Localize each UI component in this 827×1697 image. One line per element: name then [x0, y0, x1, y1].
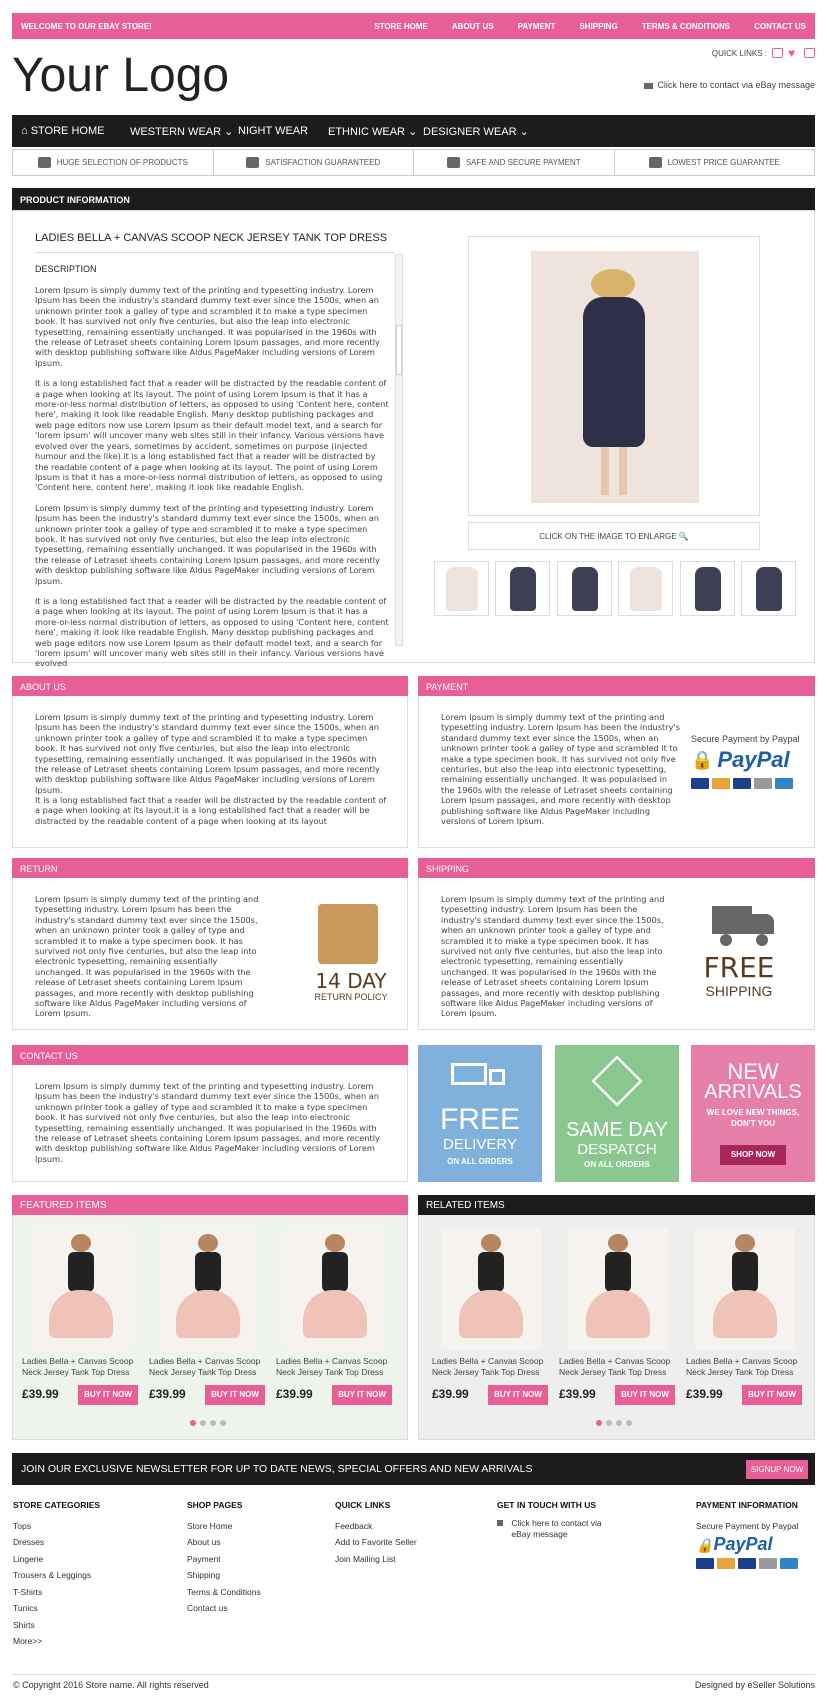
promo-arrivals-l1: NEW — [727, 1059, 779, 1084]
payment-section — [418, 676, 815, 848]
description-p3: Lorem Ipsum is simply dummy text of the printing and typesetting industry. Lorem Ipsum has been the industry's standard dummy text ever since the 1500s, when an unknown printer took a galley of type and scrambled it to make a type specimen book. It has survived not only five centuries, but also the leap into electronic typesetting, remaining essentially unchanged. It was popularised in the 1960s with the release of Letraset sheets containing Lorem Ipsum passages, and more recently with desktop publishing software like Aldus PageMaker including versions of Lorem Ipsum. — [35, 502, 380, 586]
thumbnail-4[interactable] — [618, 561, 673, 616]
feature-satisfaction — [214, 150, 415, 175]
footer-categories-title: STORE CATEGORIES — [13, 1500, 101, 1510]
feature-label: SATISFACTION GUARANTEED — [265, 158, 381, 167]
footer-link[interactable]: Contact us — [187, 1603, 228, 1613]
feature-strip — [12, 149, 815, 176]
buy-it-now-button[interactable]: BUY IT NOW — [78, 1385, 138, 1405]
card-logos — [691, 778, 793, 789]
nav-night-wear[interactable] — [238, 125, 308, 137]
secure-payment-text: Secure Payment by Paypal — [691, 734, 800, 744]
promo-delivery-l2: DELIVERY — [443, 1136, 517, 1153]
scrollbar-thumb[interactable] — [396, 325, 402, 375]
truck-icon — [451, 1059, 507, 1095]
footer-link[interactable]: Store Home — [187, 1520, 233, 1531]
signup-button[interactable]: SIGNUP NOW — [746, 1460, 808, 1479]
shipping-badge-label: SHIPPING — [705, 983, 773, 999]
footer-link[interactable]: Shipping — [187, 1570, 221, 1580]
product-name[interactable]: Ladies Bella + Canvas Scoop Neck Jersey Tank Top Dress — [559, 1356, 671, 1377]
message-icon[interactable] — [772, 48, 783, 58]
footer-link[interactable]: Trousers & Leggings — [13, 1570, 92, 1580]
promo-free-delivery[interactable] — [418, 1045, 542, 1182]
return-section — [12, 858, 408, 1030]
welcome-text: WELCOME TO OUR EBAY STORE! — [21, 22, 152, 31]
product-price: £39.99 — [432, 1387, 469, 1401]
buy-it-now-button[interactable]: BUY IT NOW — [488, 1385, 548, 1405]
product-title: LADIES BELLA + CANVAS SCOOP NECK JERSEY TANK TOP DRESS — [35, 232, 395, 253]
footer-paypal-wordmark: PayPal — [713, 1534, 773, 1554]
lock-icon: 🔒 — [696, 1537, 714, 1553]
product-name[interactable]: Ladies Bella + Canvas Scoop Neck Jersey Tank Top Dress — [22, 1356, 134, 1377]
product-image[interactable] — [158, 1228, 258, 1350]
nav-ethnic-wear[interactable] — [328, 125, 417, 138]
footer-link[interactable]: T-Shirts — [13, 1586, 43, 1597]
heart-icon[interactable]: ♥ — [788, 46, 796, 60]
promo-delivery-l1: FREE — [439, 1103, 520, 1136]
footer-link[interactable]: Feedback — [335, 1520, 373, 1531]
lock-icon — [447, 157, 460, 168]
quick-links — [712, 48, 815, 58]
footer-link[interactable]: Terms & Conditions — [187, 1586, 261, 1597]
product-image[interactable] — [285, 1228, 385, 1350]
promo-arrivals-l3: WE LOVE NEW THINGS, DON'T YOU — [706, 1108, 800, 1128]
promo-new-arrivals[interactable] — [691, 1045, 815, 1182]
return-title: RETURN — [12, 858, 408, 878]
description-scroll[interactable] — [35, 285, 390, 669]
footer-link[interactable]: Dresses — [13, 1537, 45, 1547]
product-info-header: PRODUCT INFORMATION — [12, 188, 815, 210]
footer-touch-title: GET IN TOUCH WITH US — [497, 1500, 597, 1510]
buy-it-now-button[interactable]: BUY IT NOW — [615, 1385, 675, 1405]
product-image[interactable] — [695, 1228, 795, 1350]
quick-links-label: QUICK LINKS : — [711, 48, 767, 58]
footer-link[interactable]: Lingerie — [13, 1553, 44, 1564]
footer-link[interactable]: Tunics — [13, 1603, 38, 1613]
chevron-down-icon: ⌄ — [408, 126, 418, 138]
footer-get-in-touch — [497, 1497, 617, 1540]
related-title: RELATED ITEMS — [418, 1195, 815, 1215]
top-link-about[interactable]: ABOUT US — [451, 22, 494, 31]
description-p4: It is a long established fact that a reader will be distracted by the readable content of a page when looking at its layout. The point of using Lorem Ipsum is that it has a more-or-less normal distribution of letters, as opposed to using 'Content here, content here', making it look like readable English. Many desktop publishing packages and web page editors now use Lorem Ipsum as their default model text, and a search for 'lorem ipsum' will uncover many web sites still in their infancy. Various versions have evolved — [35, 595, 389, 669]
promo-despatch-l1: SAME DAY — [566, 1119, 668, 1141]
contact-text: Lorem Ipsum is simply dummy text of the printing and typesetting industry. Lorem Ipsum has been the industry's standard dummy text ever since the 1500s, when an unknown printer took a galley of type and scrambled it to make a type specimen book. It has survived not only five centuries, but also the leap into electronic typesetting, remaining essentially unchanged. It was popularised in the 1960s with the release of Letraset sheets containing Lorem Ipsum passages, and more recently with desktop publishing software like Aldus PageMaker including versions of Lorem Ipsum. — [35, 1081, 380, 1164]
top-bar — [12, 13, 815, 39]
footer-payment-info — [696, 1497, 799, 1569]
nav-store-home[interactable] — [21, 125, 104, 137]
description-label: DESCRIPTION — [35, 264, 97, 274]
top-link-terms[interactable]: TERMS & CONDITIONS — [641, 22, 731, 31]
footer-shop-pages — [187, 1497, 261, 1617]
designer-credit: Designed by eSeller Solutions — [694, 1680, 815, 1690]
zoom-icon: 🔍 — [678, 532, 689, 541]
thumbnail-2[interactable] — [495, 561, 550, 616]
product-image[interactable] — [31, 1228, 131, 1350]
contact-title: CONTACT US — [12, 1045, 408, 1065]
thumbnail-6[interactable] — [741, 561, 796, 616]
enlarge-text: CLICK ON THE IMAGE TO ENLARGE — [539, 532, 677, 541]
nav-ethnic-wear-label: ETHNIC WEAR — [328, 126, 405, 138]
product-price: £39.99 — [276, 1387, 313, 1401]
tag-icon — [649, 157, 662, 168]
nav-western-wear[interactable] — [130, 125, 233, 138]
footer-link-more[interactable]: More>> — [13, 1636, 43, 1646]
newsletter-text: JOIN OUR EXCLUSIVE NEWSLETTER FOR UP TO DATE NEWS, SPECIAL OFFERS AND NEW ARRIVALS — [21, 1463, 533, 1475]
nav-store-home-label: STORE HOME — [30, 125, 105, 137]
envelope-icon — [497, 1520, 503, 1526]
feature-label: SAFE AND SECURE PAYMENT — [465, 158, 581, 167]
product-image[interactable] — [441, 1228, 541, 1350]
main-product-image[interactable] — [531, 251, 699, 503]
promo-despatch-l2: DESPATCH — [577, 1141, 657, 1158]
product-name[interactable]: Ladies Bella + Canvas Scoop Neck Jersey Tank Top Dress — [432, 1356, 544, 1377]
about-text-1: Lorem Ipsum is simply dummy text of the printing and typesetting industry. Lorem Ipsum has been the industry's standard dummy text ever since the 1500s, when an unknown printer took a galley of type and scrambled it to make a type specimen book. It has survived not only five centuries, but also the leap into electronic typesetting, remaining essentially unchanged. It was popularised in the 1960s with the release of Letraset sheets containing Lorem Ipsum passages, and more recently with desktop publishing software like Aldus PageMaker including versions of Lorem Ipsum. — [35, 712, 380, 795]
footer-payinfo-title: PAYMENT INFORMATION — [696, 1500, 798, 1510]
feature-label: HUGE SELECTION OF PRODUCTS — [56, 158, 188, 167]
footer-categories — [13, 1497, 100, 1650]
contact-section — [12, 1045, 408, 1182]
footer-quick-title: QUICK LINKS — [335, 1500, 391, 1510]
footer-secure-text: Secure Payment by Paypal — [696, 1520, 799, 1531]
top-link-contact[interactable]: CONTACT US — [754, 22, 806, 31]
product-image[interactable] — [568, 1228, 668, 1350]
top-link-payment[interactable]: PAYMENT — [517, 22, 556, 31]
thumbnail-3[interactable] — [557, 561, 612, 616]
description-p2: It is a long established fact that a reader will be distracted by the readable content of a page when looking at its layout. The point of using Lorem Ipsum is that it has a more-or-less normal distribution of letters, as opposed to using 'Content here, content here', making it look like readable English. Many desktop publishing packages and web page editors now use Lorem Ipsum as their default model text, and a search for 'lorem ipsum' will uncover many web sites still in their infancy. Various versions have evolved over the years, sometimes by accident, sometimes on purpose (injected humour and the like).it is a long established fact that a reader will be distracted by the readable content of a page when looking at its layout. The point of using Lorem Ipsum is that it has a more-or-less normal distribution of letters, as opposed to using 'Content here, content here', making it look like readable English. — [35, 378, 389, 493]
chevron-down-icon: ⌄ — [519, 126, 529, 138]
enlarge-hint[interactable] — [468, 522, 760, 550]
contact-message-text: Click here to contact via eBay message — [657, 80, 815, 90]
payment-title: PAYMENT — [418, 676, 815, 696]
footer-quick-links — [335, 1497, 417, 1567]
envelope-icon — [644, 83, 653, 89]
footer-paypal-logo — [696, 1534, 799, 1555]
footer-card-logos — [696, 1558, 799, 1569]
nav-night-wear-label: NIGHT WEAR — [238, 125, 309, 137]
buy-it-now-button[interactable]: BUY IT NOW — [742, 1385, 802, 1405]
paypal-wordmark: PayPal — [717, 747, 790, 772]
shipping-text: Lorem Ipsum is simply dummy text of the printing and typesetting industry. Lorem Ipsum has been the industry's standard dummy text ever since the 1500s, when an unknown printer took a galley of type and scrambled it to make a type specimen book. It has survived not only five centuries, but also the leap into electronic typesetting, remaining essentially unchanged. It was popularised in the 1960s with the release of Letraset sheets containing Lorem Ipsum passages, and more recently with desktop publishing software like Aldus PageMaker including versions of Lorem Ipsum. — [441, 894, 665, 1019]
thumbnail-1[interactable] — [434, 561, 489, 616]
feature-selection — [13, 150, 214, 175]
thumbnail-5[interactable] — [680, 561, 735, 616]
product-price: £39.99 — [559, 1387, 596, 1401]
nav-designer-wear-label: DESIGNER WEAR — [423, 126, 517, 138]
newsletter-bar — [12, 1453, 815, 1485]
nav-western-wear-label: WESTERN WEAR — [130, 126, 222, 138]
truck-icon — [704, 904, 776, 948]
footer-link[interactable]: Add to Favorite Seller — [335, 1537, 417, 1547]
product-info-panel — [12, 210, 815, 669]
buy-it-now-button[interactable]: BUY IT NOW — [205, 1385, 265, 1405]
top-link-shipping[interactable]: SHIPPING — [579, 22, 618, 31]
return-box-icon — [318, 904, 378, 964]
description-scrollbar[interactable] — [395, 254, 403, 646]
related-pagination[interactable] — [596, 1420, 632, 1426]
shipping-section — [418, 858, 815, 1030]
feature-price — [615, 150, 815, 175]
nav-designer-wear[interactable] — [423, 125, 529, 138]
return-text: Lorem Ipsum is simply dummy text of the printing and typesetting industry. Lorem Ipsum has been the industry's standard dummy text ever since the 1500s, when an unknown printer took a galley of type and scrambled it to make a type specimen book. It has survived not only five centuries, but also the leap into electronic typesetting, remaining essentially unchanged. It was popularised in the 1960s with the release of Letraset sheets containing Lorem Ipsum passages, and more recently with desktop publishing software like Aldus PageMaker including versions of Lorem Ipsum. — [35, 894, 259, 1019]
product-name[interactable]: Ladies Bella + Canvas Scoop Neck Jersey Tank Top Dress — [149, 1356, 261, 1377]
about-section — [12, 676, 408, 848]
feature-secure — [414, 150, 615, 175]
product-name[interactable]: Ladies Bella + Canvas Scoop Neck Jersey Tank Top Dress — [276, 1356, 388, 1377]
promo-same-day[interactable] — [555, 1045, 679, 1182]
footer-link[interactable]: Shirts — [13, 1619, 35, 1630]
product-price: £39.99 — [686, 1387, 723, 1401]
shipping-title: SHIPPING — [418, 858, 815, 878]
featured-pagination[interactable] — [190, 1420, 226, 1426]
award-icon — [246, 157, 259, 168]
description-p1: Lorem Ipsum is simply dummy text of the printing and typesetting industry. Lorem Ipsum has been the industry's standard dummy text ever since the 1500s, when an unknown printer took a galley of type and scrambled it to make a type specimen book. It has survived not only five centuries, but also the leap into electronic typesetting, remaining essentially unchanged. It was popularised in the 1960s with the release of Letraset sheets containing Lorem Ipsum passages, and more recently with desktop publishing software like Aldus PageMaker including versions of Lorem Ipsum. — [35, 285, 380, 368]
top-link-store-home[interactable]: STORE HOME — [374, 22, 428, 31]
featured-title: FEATURED ITEMS — [12, 1195, 408, 1215]
payment-text: Lorem Ipsum is simply dummy text of the printing and typesetting industry. Lorem Ipsum has been the industry's standard dummy text ever since the 1500s, when an unknown printer took a galley of type and scrambled it to make a type specimen book. It has survived not only five centuries, but also the leap into electronic typesetting, remaining essentially unchanged. It was popularised in the 1960s with the release of Letraset sheets containing Lorem Ipsum passages, and more recently with desktop publishing software like Aldus PageMaker including versions of Lorem Ipsum. — [441, 712, 680, 827]
copyright: © Copyright 2016 Store name. All rights reserved — [13, 1680, 209, 1690]
box-icon — [592, 1056, 643, 1107]
home-icon: ⌂ — [21, 125, 31, 137]
footer-link[interactable]: Payment — [187, 1553, 221, 1564]
chevron-down-icon: ⌄ — [224, 126, 234, 138]
top-links — [350, 22, 806, 31]
footer-shop-title: SHOP PAGES — [187, 1500, 243, 1510]
shipping-badge-free: FREE — [703, 951, 775, 984]
product-price: £39.99 — [22, 1387, 59, 1401]
store-logo[interactable]: Your Logo — [12, 49, 230, 102]
lock-icon: 🔒 — [691, 749, 714, 770]
promo-delivery-l3: ON ALL ORDERS — [447, 1157, 513, 1166]
paypal-logo — [691, 747, 790, 773]
buy-it-now-button[interactable]: BUY IT NOW — [332, 1385, 392, 1405]
footer-divider — [12, 1674, 815, 1675]
return-badge-policy: RETURN POLICY — [314, 992, 388, 1002]
footer-contact-link[interactable] — [497, 1518, 617, 1540]
main-image-frame[interactable] — [468, 236, 760, 516]
contact-message-link[interactable] — [644, 80, 815, 90]
about-title: ABOUT US — [12, 676, 408, 696]
feature-label: LOWEST PRICE GUARANTEE — [667, 158, 780, 167]
promo-arrivals-l2: ARRIVALS — [704, 1081, 802, 1103]
shop-now-button[interactable]: SHOP NOW — [720, 1145, 786, 1165]
product-price: £39.99 — [149, 1387, 186, 1401]
footer-link[interactable]: Tops — [13, 1520, 31, 1531]
return-badge-days: 14 DAY — [315, 969, 387, 993]
main-nav — [12, 115, 815, 147]
promo-despatch-l3: ON ALL ORDERS — [584, 1160, 650, 1169]
footer-contact-text: Click here to contact via eBay message — [511, 1517, 602, 1539]
graduation-cap-icon — [38, 157, 51, 168]
about-text-2: It is a long established fact that a reader will be distracted by the readable content of a page when looking at its layout.it is a long established fact that a reader will be distracted by the readable content of a page when looking at its layout — [35, 795, 387, 826]
mail-icon[interactable] — [804, 48, 815, 58]
footer-link[interactable]: About us — [187, 1537, 221, 1547]
product-name[interactable]: Ladies Bella + Canvas Scoop Neck Jersey Tank Top Dress — [686, 1356, 798, 1377]
footer-link[interactable]: Join Mailing List — [335, 1553, 396, 1564]
